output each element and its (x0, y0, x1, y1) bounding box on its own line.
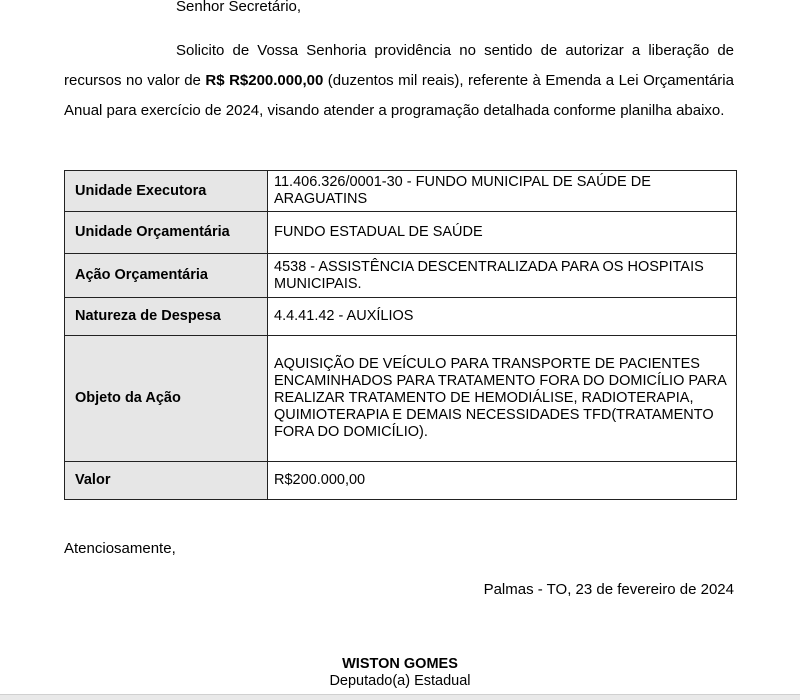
table-row (65, 462, 737, 500)
row-label-unidade-executora: Unidade Executora (65, 171, 268, 212)
page-bottom-edge (0, 694, 800, 700)
row-label-natureza-despesa: Natureza de Despesa (65, 298, 268, 336)
row-value-unidade-orcamentaria: FUNDO ESTADUAL DE SAÚDE (268, 212, 737, 254)
table-row (65, 212, 737, 254)
row-label-acao-orcamentaria: Ação Orçamentária (65, 254, 268, 298)
row-value-valor: R$200.000,00 (268, 462, 737, 500)
table-row (65, 254, 737, 298)
place-date: Palmas - TO, 23 de fevereiro de 2024 (483, 581, 734, 598)
amount-value: R$ R$200.000,00 (205, 72, 324, 89)
request-paragraph (64, 36, 734, 126)
row-value-unidade-executora: 11.406.326/0001-30 - FUNDO MUNICIPAL DE SAÚDE DE ARAGUATINS (268, 171, 737, 212)
paragraph-text-start: Solicito de Vossa Senhoria providência no sentido de autorizar a liberação de recursos no valor de (64, 42, 734, 89)
budget-table (64, 170, 737, 500)
row-value-acao-orcamentaria: 4538 - ASSISTÊNCIA DESCENTRALIZADA PARA OS HOSPITAIS MUNICIPAIS. (268, 254, 737, 298)
table-row (65, 171, 737, 212)
row-value-natureza-despesa: 4.4.41.42 - AUXÍLIOS (268, 298, 737, 336)
signer-name: WISTON GOMES (342, 656, 458, 672)
row-value-objeto-acao: AQUISIÇÃO DE VEÍCULO PARA TRANSPORTE DE PACIENTES ENCAMINHADOS PARA TRATAMENTO FORA DO DOMICÍLIO PARA REALIZAR TRATAMENTO DE HEMODIÁLISE, RADIOTERAPIA, QUIMIOTERAPIA E DEMAIS NECESSIDADES TFD(TRATAMENTO FORA DO DOMICÍLIO). (268, 336, 737, 462)
closing-text: Atenciosamente, (64, 540, 176, 557)
row-label-unidade-orcamentaria: Unidade Orçamentária (65, 212, 268, 254)
paragraph-text-end: (duzentos mil reais), referente à Emenda a Lei Orçamentária Anual para exercício de 2024, visando atender a programação detalhada conforme planilha abaixo. (64, 72, 734, 119)
row-label-valor: Valor (65, 462, 268, 500)
signer-title: Deputado(a) Estadual (329, 673, 471, 689)
row-label-objeto-acao: Objeto da Ação (65, 336, 268, 462)
greeting: Senhor Secretário, (176, 0, 302, 15)
table-row (65, 336, 737, 462)
signature-block (0, 656, 800, 690)
table-row (65, 298, 737, 336)
